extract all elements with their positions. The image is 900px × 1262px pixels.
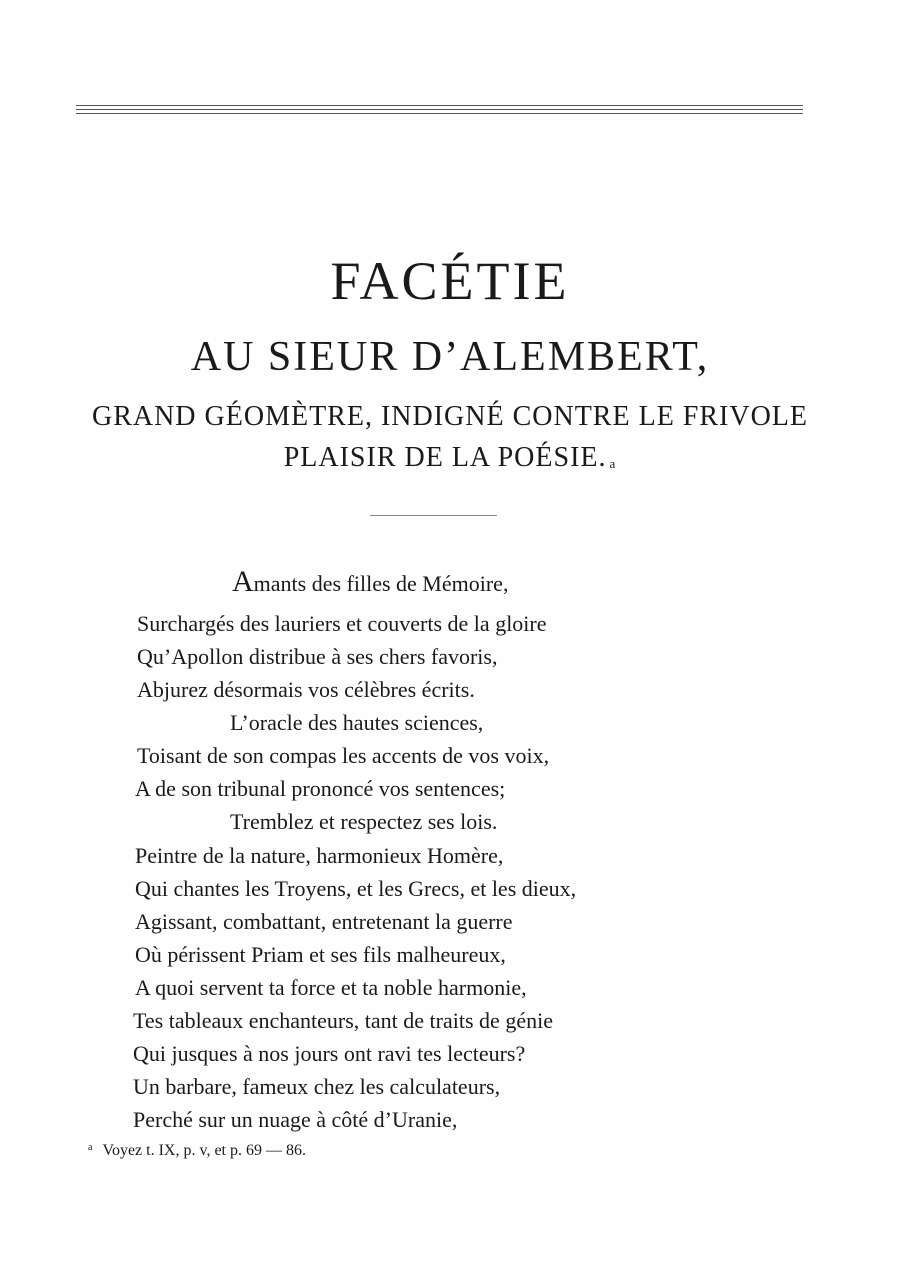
poem-line: Qui jusques à nos jours ont ravi tes lecteurs? — [133, 1041, 526, 1066]
footnote — [88, 1142, 306, 1160]
footnote-reference: a — [609, 456, 617, 471]
poem-line: Où périssent Priam et ses fils malheureux, — [135, 942, 506, 967]
poem-line: Tes tableaux enchanteurs, tant de traits de génie — [133, 1008, 553, 1033]
title-line-4-text: PLAISIR DE LA POÉSIE. — [283, 442, 607, 473]
poem-line: Surchargés des lauriers et couverts de la gloire — [137, 611, 547, 636]
poem-line — [232, 565, 508, 599]
title-line-2: AU SIEUR D’ALEMBERT, — [190, 334, 710, 380]
poem-line: A quoi servent ta force et ta noble harmonie, — [135, 975, 527, 1000]
poem-line: Tremblez et respectez ses lois. — [230, 809, 498, 834]
poem-line-text: mants des filles de Mémoire, — [253, 571, 509, 596]
poem-line: Agissant, combattant, entretenant la guerre — [135, 909, 513, 934]
poem-line: Qu’Apollon distribue à ses chers favoris, — [137, 644, 498, 669]
title-line-3: GRAND GÉOMÈTRE, INDIGNÉ CONTRE LE FRIVOLE — [91, 401, 809, 432]
top-rule — [76, 105, 803, 114]
section-divider — [370, 515, 497, 516]
title-line-4 — [0, 442, 900, 474]
poem-line: Abjurez désormais vos célèbres écrits. — [137, 677, 475, 702]
rule-line — [76, 105, 803, 106]
rule-line — [76, 113, 803, 114]
drop-cap: A — [232, 565, 254, 598]
footnote-mark: a — [88, 1142, 93, 1153]
poem-line: Peintre de la nature, harmonieux Homère, — [135, 843, 504, 868]
poem-line: Un barbare, fameux chez les calculateurs, — [133, 1074, 501, 1099]
poem-line: Qui chantes les Troyens, et les Grecs, et les dieux, — [135, 876, 577, 901]
footnote-text: Voyez t. IX, p. v, et p. 69 — 86. — [102, 1142, 306, 1159]
poem-line: Perché sur un nuage à côté d’Uranie, — [133, 1107, 458, 1132]
poem-line: L’oracle des hautes sciences, — [230, 710, 484, 735]
poem-line: A de son tribunal prononcé vos sentences; — [135, 776, 506, 801]
poem-line: Toisant de son compas les accents de vos voix, — [137, 743, 550, 768]
rule-line — [76, 109, 803, 110]
title-line-1: FACÉTIE — [330, 251, 570, 311]
